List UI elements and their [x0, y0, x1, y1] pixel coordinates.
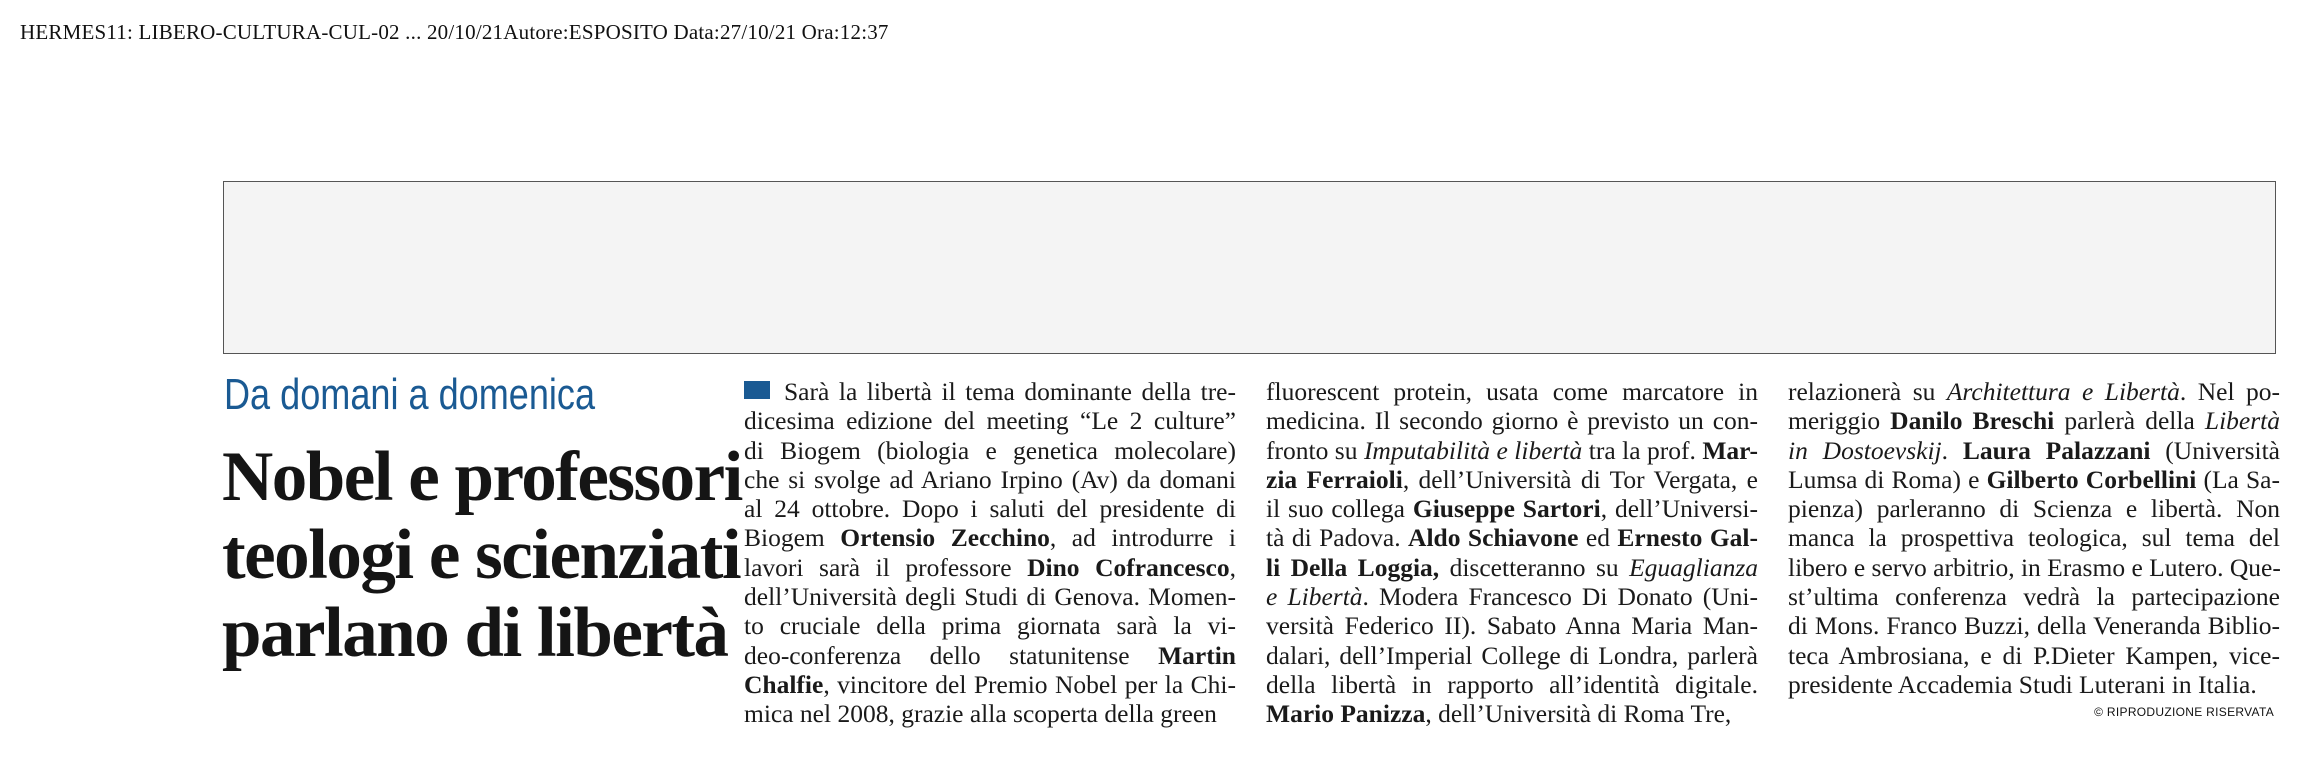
text-run: to cruciale della prima giornata sarà la vi- [744, 611, 1236, 641]
text-run: tà di Padova. [1266, 523, 1409, 553]
text-line [1788, 436, 2280, 465]
text-run: Biogem [744, 523, 841, 553]
text-run: , [1229, 552, 1236, 582]
text-line [1788, 494, 2280, 523]
text-run: . Modera Francesco Di Donato (Uni- [1362, 582, 1758, 612]
text-line [744, 494, 1236, 523]
text-run: dalari, dell’Imperial College di Londra, parlerà [1266, 640, 1758, 670]
italic-title: Libertà [2204, 406, 2280, 436]
text-run: presidente Accademia Studi Luterani in Italia. [1788, 669, 2257, 699]
text-line [1788, 465, 2280, 494]
text-line [744, 377, 1236, 406]
text-run: lavori sarà il professore [744, 552, 1028, 582]
text-run: meriggio [1788, 406, 1891, 436]
text-line [744, 641, 1236, 670]
text-line [744, 582, 1236, 611]
text-run: relazionerà su [1788, 377, 1947, 406]
text-run: , dell’Università di Tor Vergata, e [1402, 464, 1758, 494]
text-line [1266, 582, 1758, 611]
bold-name: Ortensio Zecchino [840, 523, 1050, 553]
text-line [1788, 670, 2280, 699]
text-run: st’ultima conferenza vedrà la partecipazione [1788, 582, 2280, 612]
article-column-2 [1266, 377, 1758, 729]
italic-title: in Dostoevskij [1788, 435, 1942, 465]
text-line [1266, 494, 1758, 523]
text-run: della libertà in rapporto all’identità digitale. [1266, 669, 1758, 699]
text-run: (La Sa- [2196, 464, 2280, 494]
text-line [1266, 670, 1758, 699]
text-line [744, 553, 1236, 582]
text-run: discetteranno su [1439, 552, 1630, 582]
article-column-1 [744, 377, 1236, 729]
bold-name: Martin [1158, 640, 1236, 670]
text-line [744, 406, 1236, 435]
text-line [1266, 523, 1758, 552]
text-run: manca la prospettiva teologica, sul tema del [1788, 523, 2280, 553]
bold-name: Giuseppe Sartori [1412, 494, 1601, 524]
text-line [1266, 611, 1758, 640]
bold-name: Aldo Schiavone [1408, 523, 1579, 553]
text-run: parlerà della [2054, 406, 2205, 436]
text-run: Sarà la libertà il tema dominante della tre- [784, 377, 1236, 406]
bold-name: Gilberto Corbellini [1986, 464, 2197, 494]
text-run: di Biogem (biologia e genetica molecolare) [744, 435, 1236, 465]
text-run: , ad introdurre i [1049, 523, 1236, 553]
text-line [744, 670, 1236, 699]
headline-line: Nobel e professori [222, 438, 742, 516]
text-line [744, 611, 1236, 640]
text-run: ed [1578, 523, 1618, 553]
bold-name: Danilo Breschi [1890, 406, 2055, 436]
bold-name: Mario Panizza [1266, 699, 1426, 729]
text-line [1266, 641, 1758, 670]
italic-title: e Libertà [1266, 582, 1363, 612]
text-line [1266, 406, 1758, 435]
italic-title: Imputabilità e libertà [1363, 435, 1583, 465]
empty-ad-box [223, 181, 2276, 354]
bold-name: li Della Loggia, [1266, 552, 1440, 582]
text-line [1788, 641, 2280, 670]
text-line [1788, 553, 2280, 582]
text-run: che si svolge ad Ariano Irpino (Av) da domani [744, 464, 1236, 494]
text-line [1788, 611, 2280, 640]
text-line [1788, 377, 2280, 406]
article-kicker: Da domani a domenica [224, 370, 596, 419]
square-bullet-icon [744, 381, 770, 399]
bold-name: Dino Cofrancesco [1027, 552, 1230, 582]
text-line [1788, 406, 2280, 435]
text-run: di Mons. Franco Buzzi, della Veneranda Biblio- [1788, 611, 2280, 641]
bold-name: Chalfie [744, 669, 824, 699]
text-run: medicina. Il secondo giorno è previsto un con- [1266, 406, 1758, 436]
text-run: teca Ambrosiana, e di P.Dieter Kampen, vice- [1788, 640, 2280, 670]
bold-name: Laura Palazzani [1962, 435, 2151, 465]
text-run: versità Federico II). Sabato Anna Maria Man- [1266, 611, 1758, 641]
text-line [744, 523, 1236, 552]
text-run: dicesima edizione del meeting “Le 2 culture” [744, 406, 1236, 436]
text-line [744, 465, 1236, 494]
text-run: . Nel po- [2179, 377, 2280, 406]
text-run: libero e servo arbitrio, in Erasmo e Lutero. Que- [1788, 552, 2281, 582]
italic-title: Architettura e Libertà [1946, 377, 2180, 406]
text-line [1266, 377, 1758, 406]
text-line [1788, 582, 2280, 611]
archive-header: HERMES11: LIBERO-CULTURA-CUL-02 ... 20/10/21Autore:ESPOSITO Data:27/10/21 Ora:12:37 [20, 20, 889, 44]
text-run: , dell’Universi- [1600, 494, 1759, 524]
text-run: pienza) parleranno di Scienza e libertà. Non [1788, 494, 2280, 524]
text-run: . [1941, 435, 1963, 465]
bold-name: Mar- [1702, 435, 1758, 465]
bold-name: zia Ferraioli [1266, 464, 1403, 494]
text-line [1266, 553, 1758, 582]
headline-line: parlano di libertà [222, 594, 728, 672]
article-column-3 [1788, 377, 2280, 699]
text-line [1266, 699, 1758, 728]
text-run: fluorescent protein, usata come marcatore in [1266, 377, 1758, 406]
text-run: mica nel 2008, grazie alla scoperta della green [744, 699, 1217, 729]
article-headline [222, 438, 742, 672]
text-run: , vincitore del Premio Nobel per la Chi- [823, 669, 1236, 699]
text-line [1788, 523, 2280, 552]
text-line [1266, 465, 1758, 494]
text-run: fronto su [1266, 435, 1364, 465]
copyright-notice: © RIPRODUZIONE RISERVATA [2094, 705, 2274, 719]
italic-title: Eguaglianza [1629, 552, 1758, 582]
text-run: al 24 ottobre. Dopo i saluti del presidente di [744, 494, 1236, 524]
text-run: (Università [2150, 435, 2280, 465]
text-line [744, 436, 1236, 465]
text-line [744, 699, 1236, 728]
text-run: dell’Università degli Studi di Genova. Momen- [744, 582, 1236, 612]
bold-name: Ernesto Gal- [1617, 523, 1759, 553]
text-run: deo-conferenza dello statunitense [744, 640, 1159, 670]
text-run: Lumsa di Roma) e [1788, 464, 1987, 494]
text-run: il suo collega [1266, 494, 1413, 524]
text-run: , dell’Università di Roma Tre, [1425, 699, 1732, 729]
headline-line: teologi e scienziati [222, 516, 741, 594]
text-run: tra la prof. [1582, 435, 1703, 465]
text-line [1266, 436, 1758, 465]
